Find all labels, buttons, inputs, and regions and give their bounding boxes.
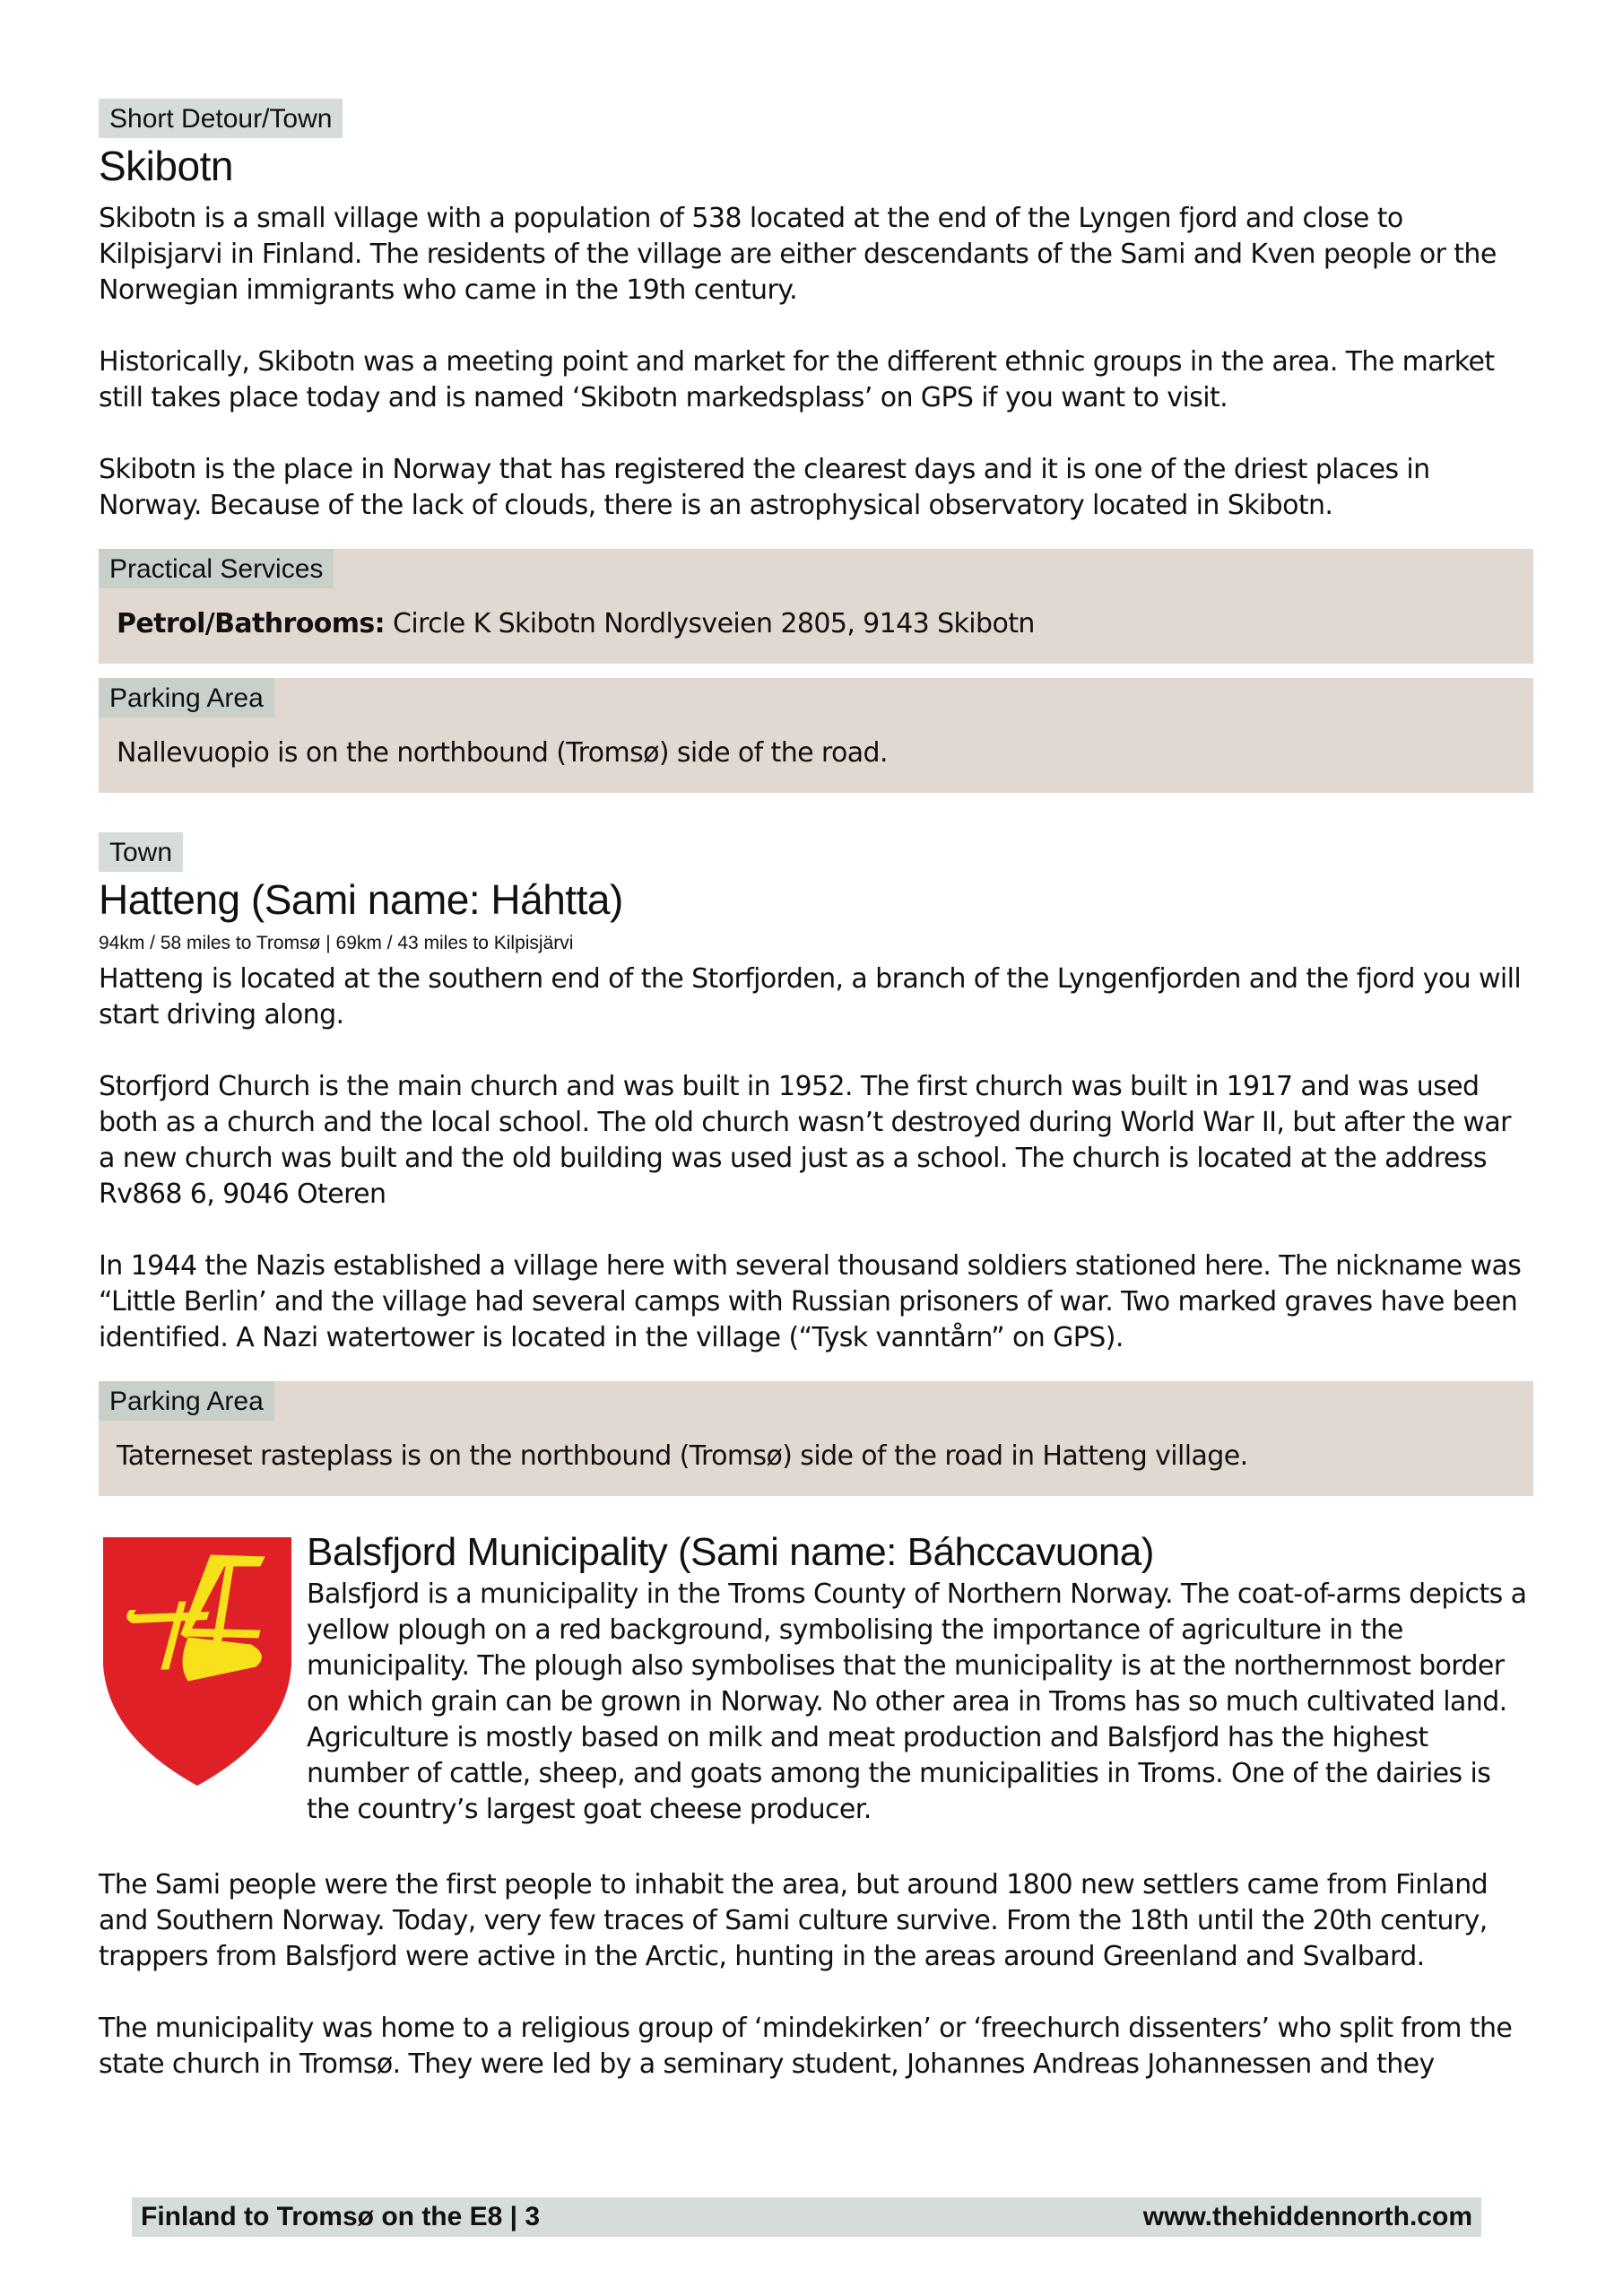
box-body: Nallevuopio is on the northbound (Tromsø) side of the road. [117,737,888,769]
category-tag: Town [99,832,183,872]
website-link[interactable]: www.thehiddennorth.com [1142,2202,1472,2231]
parking-area-box [99,1381,1533,1496]
footer-title: Finland to Tromsø on the E8 | 3 [141,2202,541,2231]
service-key: Petrol/Bathrooms: [117,608,386,639]
paragraph: In 1944 the Nazis established a village here with several thousand soldiers stationed here. The nickname was “Little Berlin’ and the village had several camps with Russian prisoners of war. Two marked graves have been identified. A Nazi watertower is located in the village (“Tysk vanntårn” on GPS). [99,1250,1522,1353]
page-content [99,99,1533,2083]
distance-info: 94km / 58 miles to Tromsø | 69km / 43 miles to Kilpisjärvi [99,933,574,953]
municipality-text [307,1530,1533,1828]
paragraph: Skibotn is the place in Norway that has registered the clearest days and it is one of the driest places in Norway. Because of the lack of clouds, there is an astrophysical observatory located in Skibotn. [99,454,1430,521]
paragraph: Balsfjord is a municipality in the Troms County of Northern Norway. The coat-of-arms depicts a yellow plough on a red background, symbolising the importance of agriculture in the municipality. The plough also symbolises that the municipality is at the northernmost border on which grain can be grown in Norway. No other area in Troms has so much cultivated land. Agriculture is mostly based on milk and meat production and Balsfjord has the highest number of cattle, sheep, and goats among the municipalities in Troms. One of the dairies is the country’s largest goat cheese producer. [307,1578,1527,1825]
paragraph: Historically, Skibotn was a meeting point and market for the different ethnic groups in the area. The market still takes place today and is named ‘Skibotn markedsplass’ on GPS if you want to visit. [99,346,1495,413]
section-title: Balsfjord Municipality (Sami name: Báhccavuona) [307,1530,1154,1574]
service-value: Circle K Skibotn Nordlysveien 2805, 9143 Skibotn [385,608,1035,639]
parking-area-box [99,678,1533,793]
box-body [99,588,1533,664]
paragraph: The municipality was home to a religious group of ‘mindekirken’ or ‘freechurch dissenters’ who split from the state church in Tromsø. They were led by a seminary student, Johannes Andreas Johannessen and they [99,2013,1513,2080]
coat-of-arms-icon [99,1530,296,1828]
box-label: Parking Area [99,1381,274,1421]
skibotn-section [99,99,1533,793]
section-title: Hatteng (Sami name: Háhtta) [99,876,623,923]
hatteng-section [99,832,1533,1496]
section-title: Skibotn [99,143,233,189]
paragraph: Skibotn is a small village with a population of 538 located at the end of the Lyngen fjord and close to Kilpisjarvi in Finland. The residents of the village are either descendants of the Sami and Kven people or the Norwegian immigrants who came in the 19th century. [99,203,1497,306]
paragraph: Hatteng is located at the southern end of the Storfjorden, a branch of the Lyngenfjorden and the fjord you will start driving along. [99,963,1522,1031]
paragraph: The Sami people were the first people to inhabit the area, but around 1800 new settlers came from Finland and Southern Norway. Today, very few traces of Sami culture survive. From the 18th until the 20th century, trappers from Balsfjord were active in the Arctic, hunting in the areas around Greenland and Svalbard. [99,1869,1488,1972]
paragraph: Storfjord Church is the main church and was built in 1952. The first church was built in 1917 and was used both as a church and the local school. The old church wasn’t destroyed during World War II, but after the war a new church was built and the old building was used just as a school. The church is located at the address Rv868 6, 9046 Oteren [99,1071,1511,1210]
box-label: Parking Area [99,678,274,718]
page-footer [132,2197,1481,2237]
box-label: Practical Services [99,549,334,588]
balsfjord-section [99,1530,1533,2083]
box-body: Taterneset rasteplass is on the northbound (Tromsø) side of the road in Hatteng village. [117,1440,1248,1472]
category-tag: Short Detour/Town [99,99,343,138]
practical-services-box [99,549,1533,664]
